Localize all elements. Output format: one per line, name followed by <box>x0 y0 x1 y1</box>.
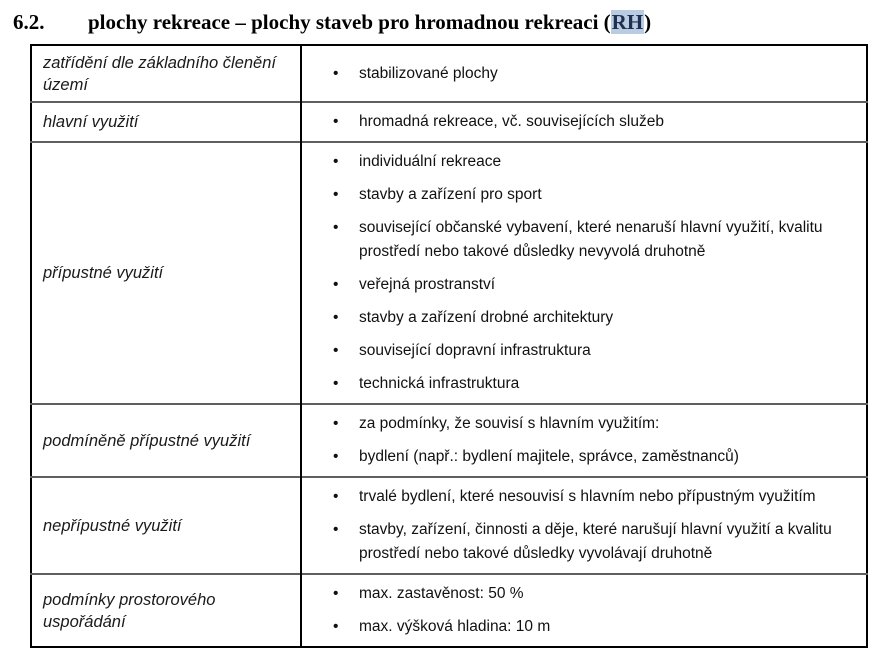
zoning-code-badge: RH <box>611 10 644 34</box>
list-item: • stabilizované plochy <box>302 62 854 86</box>
table-row <box>31 404 867 477</box>
list-item: • max. zastavěnost: 50 % <box>302 582 854 606</box>
list-item: • max. výšková hladina: 10 m <box>302 615 854 639</box>
table-row <box>31 45 867 102</box>
list-item: • související občanské vybavení, které nenaruší hlavní využití, kvalitu prostředí nebo takové důsledky nevyvolá druhotně <box>302 216 854 264</box>
row-label-spatial-arrangement-conditions: podmínky prostorového uspořádání <box>31 574 301 647</box>
row-content-main-use <box>301 102 867 142</box>
section-title <box>88 9 651 36</box>
table-row <box>31 574 867 647</box>
row-content-spatial-arrangement-conditions <box>301 574 867 647</box>
list-item: • technická infrastruktura <box>302 372 854 396</box>
row-label-conditionally-permitted-use: podmíněně přípustné využití <box>31 404 301 477</box>
bullet-list <box>302 412 854 469</box>
list-item: • individuální rekreace <box>302 150 854 174</box>
row-label-classification: zatřídění dle základního členění území <box>31 45 301 102</box>
row-content-classification <box>301 45 867 102</box>
row-content-permitted-use <box>301 142 867 404</box>
list-item: • stavby, zařízení, činnosti a děje, které narušují hlavní využití a kvalitu prostředí nebo takové důsledky vyvolávají druhotně <box>302 518 854 566</box>
bullet-list <box>302 485 854 566</box>
list-item: • stavby a zařízení pro sport <box>302 183 854 207</box>
section-title-text: plochy rekreace – plochy staveb pro hromadnou rekreaci ( <box>88 10 611 34</box>
section-heading <box>0 0 882 36</box>
row-content-impermissible-use <box>301 477 867 574</box>
bullet-list <box>302 110 854 134</box>
row-label-permitted-use: přípustné využití <box>31 142 301 404</box>
row-content-conditionally-permitted-use <box>301 404 867 477</box>
table-row <box>31 142 867 404</box>
section-number: 6.2. <box>13 10 45 34</box>
bullet-list <box>302 582 854 639</box>
list-item: • stavby a zařízení drobné architektury <box>302 306 854 330</box>
row-label-main-use: hlavní využití <box>31 102 301 142</box>
table-row <box>31 477 867 574</box>
row-label-impermissible-use: nepřípustné využití <box>31 477 301 574</box>
list-item: • související dopravní infrastruktura <box>302 339 854 363</box>
list-item: • hromadná rekreace, vč. souvisejících služeb <box>302 110 854 134</box>
table-row <box>31 102 867 142</box>
section-title-close: ) <box>644 10 652 34</box>
list-item: • veřejná prostranství <box>302 273 854 297</box>
list-item: • bydlení (např.: bydlení majitele, správce, zaměstnanců) <box>302 445 854 469</box>
list-item: • za podmínky, že souvisí s hlavním využitím: <box>302 412 854 436</box>
list-item: • trvalé bydlení, které nesouvisí s hlavním nebo přípustným využitím <box>302 485 854 509</box>
zoning-table <box>30 44 868 648</box>
bullet-list <box>302 150 854 396</box>
bullet-list <box>302 62 854 86</box>
